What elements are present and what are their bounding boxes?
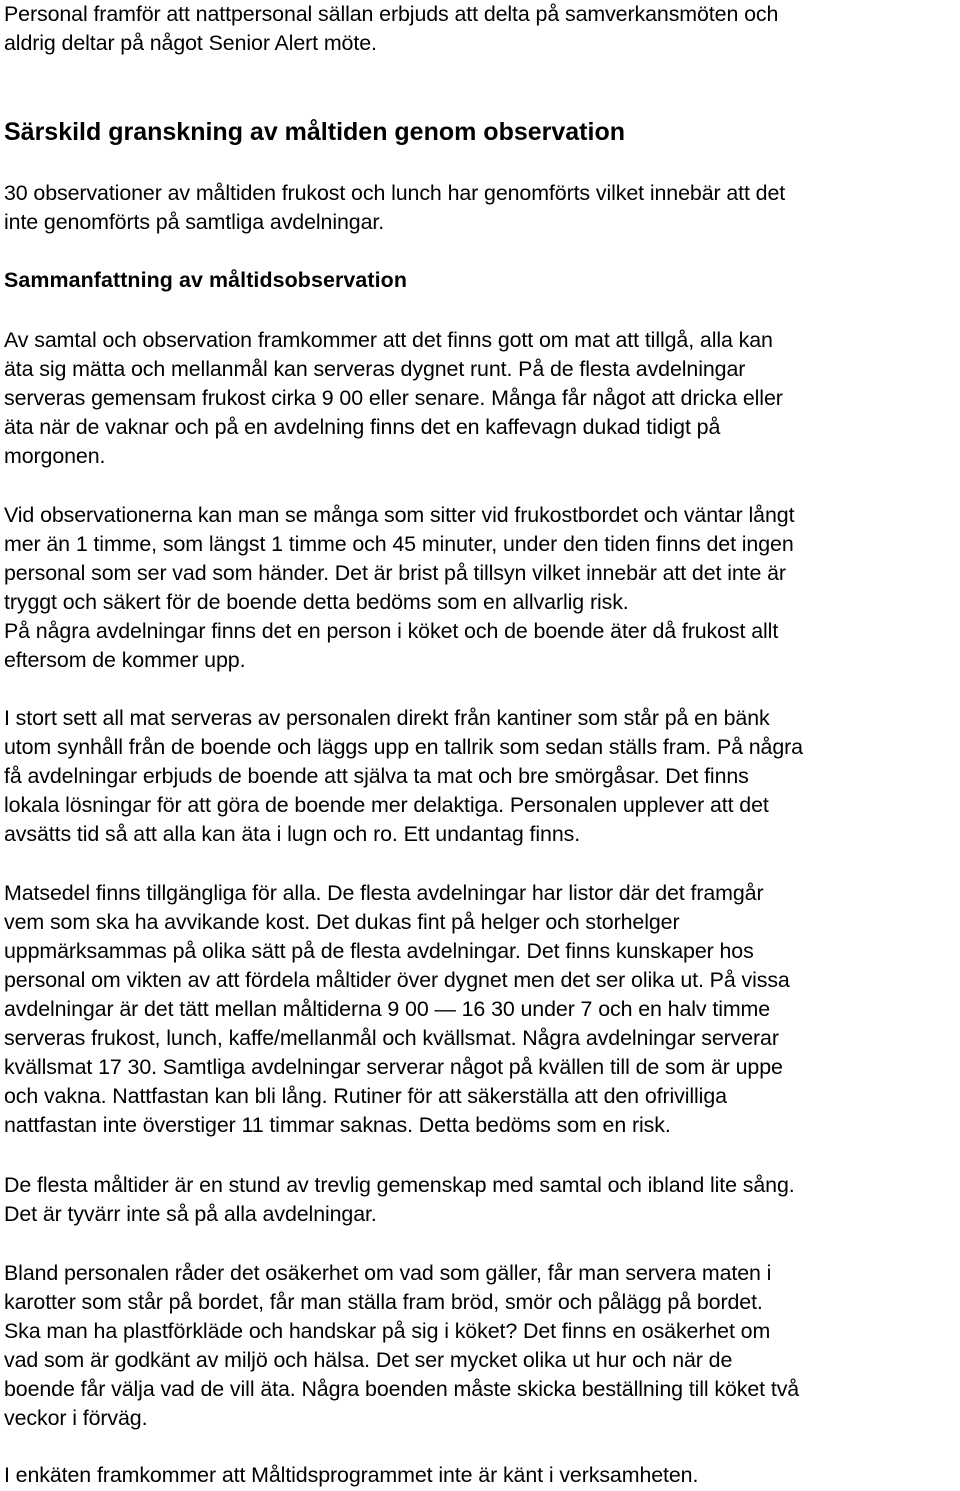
heading-summary: Sammanfattning av måltidsobservation	[4, 268, 407, 292]
text-line: avdelningar är det tätt mellan måltiderna 9 00 — 16 30 under 7 och en halv timme	[4, 997, 771, 1021]
paragraph-serving	[4, 704, 960, 849]
paragraph-uncertainty	[4, 1259, 960, 1433]
text-line: lokala lösningar för att göra de boende mer delaktiga. Personalen upplever att det	[4, 793, 769, 817]
text-line: Det är tyvärr inte så på alla avdelningar.	[4, 1202, 377, 1226]
text-line: äta när de vaknar och på en avdelning finns det en kaffevagn dukad tidigt på	[4, 415, 721, 439]
paragraph-survey	[4, 1461, 960, 1490]
paragraph-summary	[4, 326, 960, 471]
text-line: Av samtal och observation framkommer att det finns gott om mat att tillgå, alla kan	[4, 328, 773, 352]
text-line: få avdelningar erbjuds de boende att själva ta mat och bre smörgåsar. Det finns	[4, 764, 749, 788]
text-line: mer än 1 timme, som längst 1 timme och 45 minuter, under den tiden finns det ingen	[4, 532, 794, 556]
text-line: uppmärksammas på olika sätt på de flesta avdelningar. Det finns kunskaper hos	[4, 939, 754, 963]
text-line: personal som ser vad som händer. Det är brist på tillsyn vilket innebär att det inte är	[4, 561, 786, 585]
text-line: eftersom de kommer upp.	[4, 648, 246, 672]
text-line: I enkäten framkommer att Måltidsprogrammet inte är känt i verksamheten.	[4, 1463, 699, 1487]
paragraph-intro	[4, 0, 960, 58]
paragraph-menu	[4, 879, 960, 1140]
text-line: veckor i förväg.	[4, 1406, 148, 1430]
text-line: Matsedel finns tillgängliga för alla. De flesta avdelningar har listor där det framgår	[4, 881, 764, 905]
paragraph-pleasant	[4, 1171, 960, 1229]
text-line: avsätts tid så att alla kan äta i lugn och ro. Ett undantag finns.	[4, 822, 581, 846]
text-line: och vakna. Nattfastan kan bli lång. Rutiner för att säkerställa att den ofrivilliga	[4, 1084, 727, 1108]
paragraph-observations	[4, 179, 960, 237]
text-line: vem som ska ha avvikande kost. Det dukas fint på helger och storhelger	[4, 910, 680, 934]
text-line: Personal framför att nattpersonal sällan erbjuds att delta på samverkansmöten och	[4, 2, 779, 26]
text-line: På några avdelningar finns det en person i köket och de boende äter då frukost allt	[4, 619, 779, 643]
text-line: morgonen.	[4, 444, 106, 468]
paragraph-breakfast	[4, 501, 960, 675]
heading-observation: Särskild granskning av måltiden genom observation	[4, 118, 625, 146]
text-line: serveras gemensam frukost cirka 9 00 eller senare. Många får något att dricka eller	[4, 386, 783, 410]
text-line: aldrig deltar på något Senior Alert möte.	[4, 31, 377, 55]
text-line: De flesta måltider är en stund av trevlig gemenskap med samtal och ibland lite sång.	[4, 1173, 795, 1197]
text-line: Bland personalen råder det osäkerhet om vad som gäller, får man servera maten i	[4, 1261, 772, 1285]
text-line: kvällsmat 17 30. Samtliga avdelningar serverar något på kvällen till de som är uppe	[4, 1055, 783, 1079]
text-line: I stort sett all mat serveras av personalen direkt från kantiner som står på en bänk	[4, 706, 770, 730]
text-line: äta sig mätta och mellanmål kan serveras dygnet runt. På de flesta avdelningar	[4, 357, 746, 381]
text-line: utom synhåll från de boende och läggs upp en tallrik som sedan ställs fram. På några	[4, 735, 803, 759]
text-line: tryggt och säkert för de boende detta bedöms som en allvarlig risk.	[4, 590, 629, 614]
text-line: boende får välja vad de vill äta. Några boenden måste skicka beställning till köket två	[4, 1377, 800, 1401]
text-line: inte genomförts på samtliga avdelningar.	[4, 210, 385, 234]
text-line: vad som är godkänt av miljö och hälsa. Det ser mycket olika ut hur och när de	[4, 1348, 733, 1372]
text-line: serveras frukost, lunch, kaffe/mellanmål och kvällsmat. Några avdelningar serverar	[4, 1026, 779, 1050]
text-line: personal om vikten av att fördela måltider över dygnet men det ser olika ut. På vissa	[4, 968, 790, 992]
text-line: Ska man ha plastförkläde och handskar på sig i köket? Det finns en osäkerhet om	[4, 1319, 771, 1343]
text-line: karotter som står på bordet, får man ställa fram bröd, smör och pålägg på bordet.	[4, 1290, 763, 1314]
text-line: nattfastan inte överstiger 11 timmar saknas. Detta bedöms som en risk.	[4, 1113, 671, 1137]
text-line: 30 observationer av måltiden frukost och lunch har genomförts vilket innebär att det	[4, 181, 786, 205]
text-line: Vid observationerna kan man se många som sitter vid frukostbordet och väntar långt	[4, 503, 795, 527]
